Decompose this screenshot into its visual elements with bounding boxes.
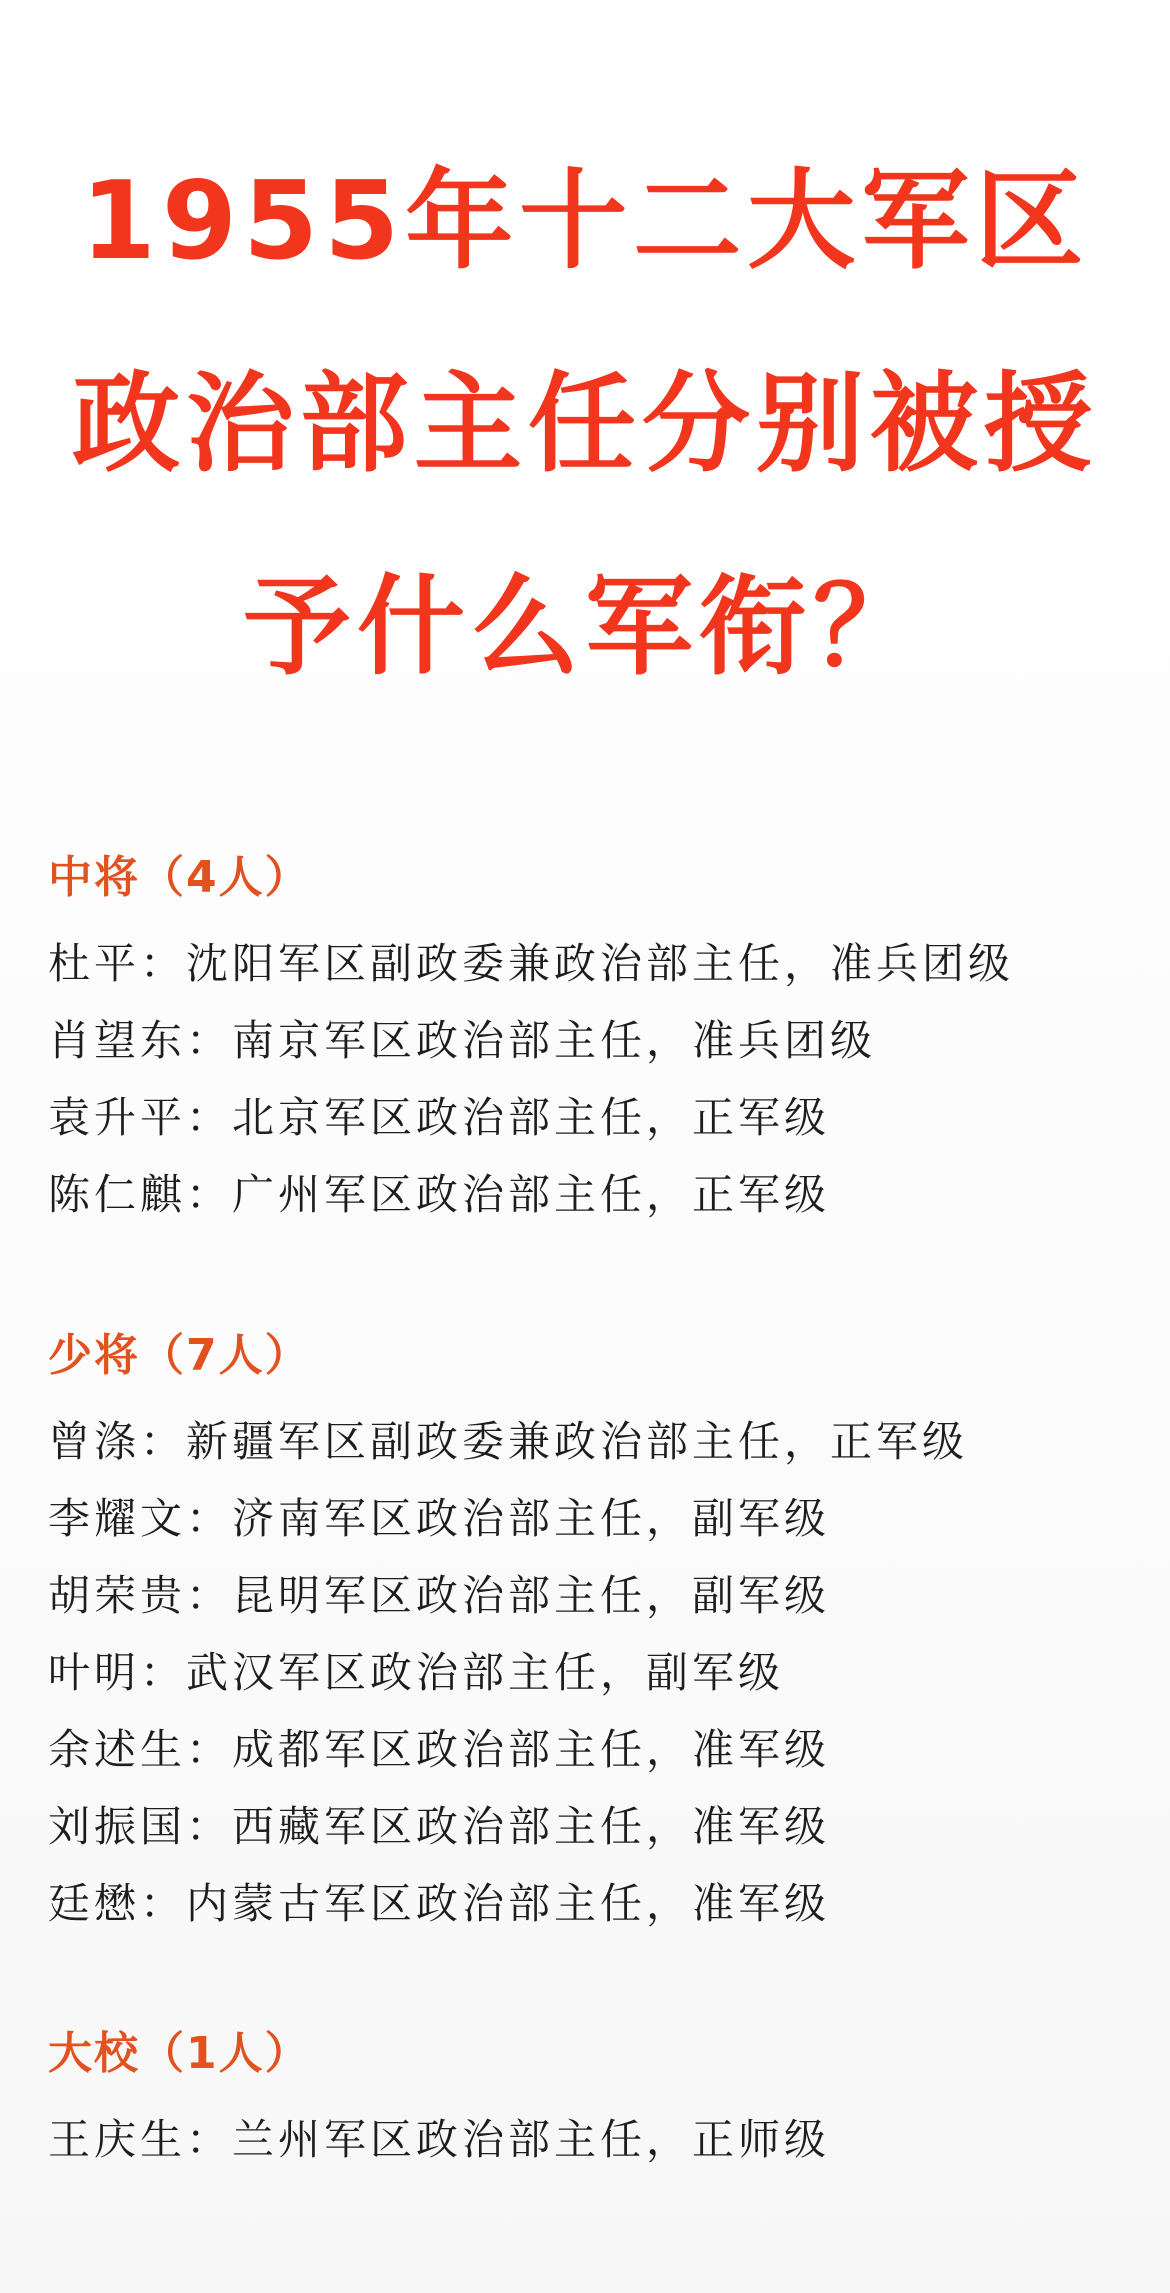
officer-position: 兰州军区政治部主任，正师级 (232, 2115, 831, 2164)
officer-name: 王庆生 (48, 2115, 187, 2164)
title-line-2: 政治部主任分别被授 (71, 362, 1098, 487)
section-heading: 大校（1人） (48, 2028, 311, 2079)
separator: ： (140, 1879, 187, 1928)
section-heading: 中将（4人） (48, 852, 311, 903)
officer-position: 新疆军区副政委兼政治部主任，正军级 (186, 1417, 969, 1466)
separator: ： (186, 2115, 233, 2164)
officer-name: 杜平 (48, 939, 141, 988)
separator: ： (140, 1648, 187, 1697)
officer-name: 廷懋 (48, 1879, 141, 1928)
list-item (48, 1495, 1128, 1543)
officer-position: 南京军区政治部主任，准兵团级 (232, 1016, 877, 1065)
list-item (48, 1094, 1128, 1142)
separator: ： (140, 939, 187, 988)
officer-position: 内蒙古军区政治部主任，准军级 (186, 1879, 831, 1928)
officer-name: 陈仁麒 (48, 1170, 187, 1219)
officer-name: 李耀文 (48, 1494, 187, 1543)
officer-name: 肖望东 (48, 1016, 187, 1065)
section-heading: 少将（7人） (48, 1330, 311, 1381)
officer-name: 袁升平 (48, 1093, 187, 1142)
page-title (0, 159, 1170, 690)
officer-position: 北京军区政治部主任，正军级 (232, 1093, 831, 1142)
officer-name: 余述生 (48, 1725, 187, 1774)
separator: ： (186, 1016, 233, 1065)
officer-position: 西藏军区政治部主任，准军级 (232, 1802, 831, 1851)
separator: ： (186, 1170, 233, 1219)
officer-position: 沈阳军区副政委兼政治部主任，准兵团级 (186, 939, 1015, 988)
officer-position: 济南军区政治部主任，副军级 (232, 1494, 831, 1543)
list-item (48, 1418, 1128, 1466)
list-item (48, 1017, 1128, 1065)
list-item (48, 1171, 1128, 1219)
section-lieutenant-generals (48, 850, 1128, 1219)
separator: ： (186, 1494, 233, 1543)
separator: ： (186, 1571, 233, 1620)
separator: ： (186, 1093, 233, 1142)
list-item (48, 1726, 1128, 1774)
officer-name: 刘振国 (48, 1802, 187, 1851)
officer-position: 昆明军区政治部主任，副军级 (232, 1571, 831, 1620)
separator: ： (140, 1417, 187, 1466)
officer-position: 广州军区政治部主任，正军级 (232, 1170, 831, 1219)
section-senior-colonels (48, 2026, 1128, 2164)
section-major-generals (48, 1328, 1128, 1928)
separator: ： (186, 1725, 233, 1774)
list-item (48, 940, 1128, 988)
list-item (48, 1649, 1128, 1697)
list-item (48, 1572, 1128, 1620)
officer-name: 曾涤 (48, 1417, 141, 1466)
officer-name: 胡荣贵 (48, 1571, 187, 1620)
list-item (48, 2116, 1128, 2164)
separator: ： (186, 1802, 233, 1851)
title-line-1: 1955年十二大军区 (80, 159, 1090, 284)
list-item (48, 1803, 1128, 1851)
officer-position: 成都军区政治部主任，准军级 (232, 1725, 831, 1774)
officer-name: 叶明 (48, 1648, 141, 1697)
officer-position: 武汉军区政治部主任，副军级 (186, 1648, 785, 1697)
list-item (48, 1880, 1128, 1928)
title-line-3: 予什么军衔？ (242, 565, 927, 690)
